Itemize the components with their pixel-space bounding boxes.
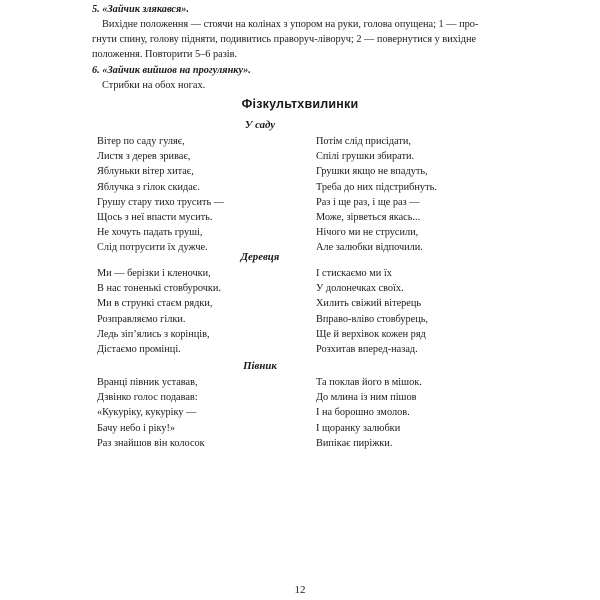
poem-line: Вранці півник уставав, [97, 377, 198, 388]
poem-line: Ми в стрункі стаєм рядки, [97, 298, 213, 310]
poem-line: Грушу стару тихо трусить — [97, 196, 225, 208]
poem-line: До млина із ним пішов [316, 392, 417, 404]
section-title: Фізкультхвилинки [241, 97, 359, 111]
poem-line: Та поклав його в мішок. [316, 377, 422, 388]
poem-line: Яблуньки вітер хитає, [97, 166, 194, 178]
poem-u-sadu-left-column [97, 134, 287, 256]
poem-line: Хилить свіжий вітерець [316, 298, 422, 310]
poem-line: Раз і ще раз, і ще раз — [316, 196, 420, 208]
poem-line: Розхитав вперед-назад. [316, 344, 418, 356]
poem-line: Вправо-вліво стовбурець, [316, 313, 429, 325]
poem-line: Яблучка з гілок скидає. [97, 181, 200, 193]
exercise-5-title: 5. «Зайчик злякався». [92, 4, 190, 15]
poem-line: Щось з неї впасти мусить. [97, 212, 213, 224]
exercise-5-line-2: гнути спину, голову підняти, подивитись праворуч-ліворуч; 2 — повернутися у вихідне [92, 34, 477, 45]
poem-line: Нічого ми не струсили, [316, 227, 419, 239]
exercise-6-title: 6. «Зайчик вийшов на прогулянку». [92, 65, 251, 76]
exercise-5-line-1: Вихідне положення — стоячи на колінах з упором на руки, голова опущена; 1 — про- [102, 19, 479, 30]
poem-u-sadu-right-column [316, 134, 506, 256]
poem-line: Бачу небо і ріку!» [97, 422, 176, 434]
poem-line: Дзвінко голос подавав: [97, 392, 198, 404]
poem-line: Розправляємо гілки. [97, 313, 186, 325]
poem-derevtsia-right-column [316, 266, 506, 357]
poem-line: Але залюбки відпочили. [316, 242, 423, 254]
poem-line: В нас тоненькі стовбурочки. [97, 283, 222, 295]
poem-pivnyk-left-column [97, 375, 287, 451]
poem-line: Не хочуть падать груші, [97, 227, 203, 239]
poem-line: Потім слід присідати, [316, 136, 412, 147]
poem-line: Ми — берізки і кленочки, [97, 268, 211, 279]
poem-line: Дістаємо промінці. [97, 344, 181, 356]
poem-line: Слід потрусити їх дужче. [97, 242, 208, 254]
poem-line: Спілі грушки збирати. [316, 151, 415, 163]
poem-line: І на борошно змолов. [316, 407, 410, 419]
poem-line: Треба до них підстрибнуть. [316, 181, 437, 193]
poem-line: Ледь зіп’ялись з корінців, [97, 328, 210, 340]
exercise-5-line-3: положення. Повторити 5–6 разів. [92, 49, 238, 60]
poem-line: Ще й верхівок кожен ряд [316, 328, 426, 340]
poem-pivnyk-right-column [316, 375, 506, 451]
poem-line: У долонечках своїх. [316, 283, 404, 295]
poem-line: «Кукуріку, кукуріку — [97, 407, 197, 419]
poem-line: І стискаємо ми їх [316, 268, 392, 279]
poem-title-pivnyk: Півник [243, 360, 277, 372]
poem-line: Випікає пиріжки. [316, 437, 393, 449]
poem-derevtsia-left-column [97, 266, 287, 357]
poem-line: І щоранку залюбки [316, 422, 401, 434]
page-number: 12 [294, 584, 306, 596]
poem-line: Грушки якщо не впадуть, [316, 166, 428, 178]
poem-line: Вітер по саду гуляє, [97, 136, 185, 147]
poem-line: Може, зірветься якась... [316, 212, 421, 224]
poem-line: Листя з дерев зриває, [97, 151, 191, 163]
poem-title-u-sadu: У саду [244, 119, 276, 131]
exercise-6-line-1: Стрибки на обох ногах. [102, 80, 206, 91]
poem-line: Раз знайшов він колосок [97, 437, 205, 449]
poem-title-derevtsia: Деревця [240, 251, 280, 263]
